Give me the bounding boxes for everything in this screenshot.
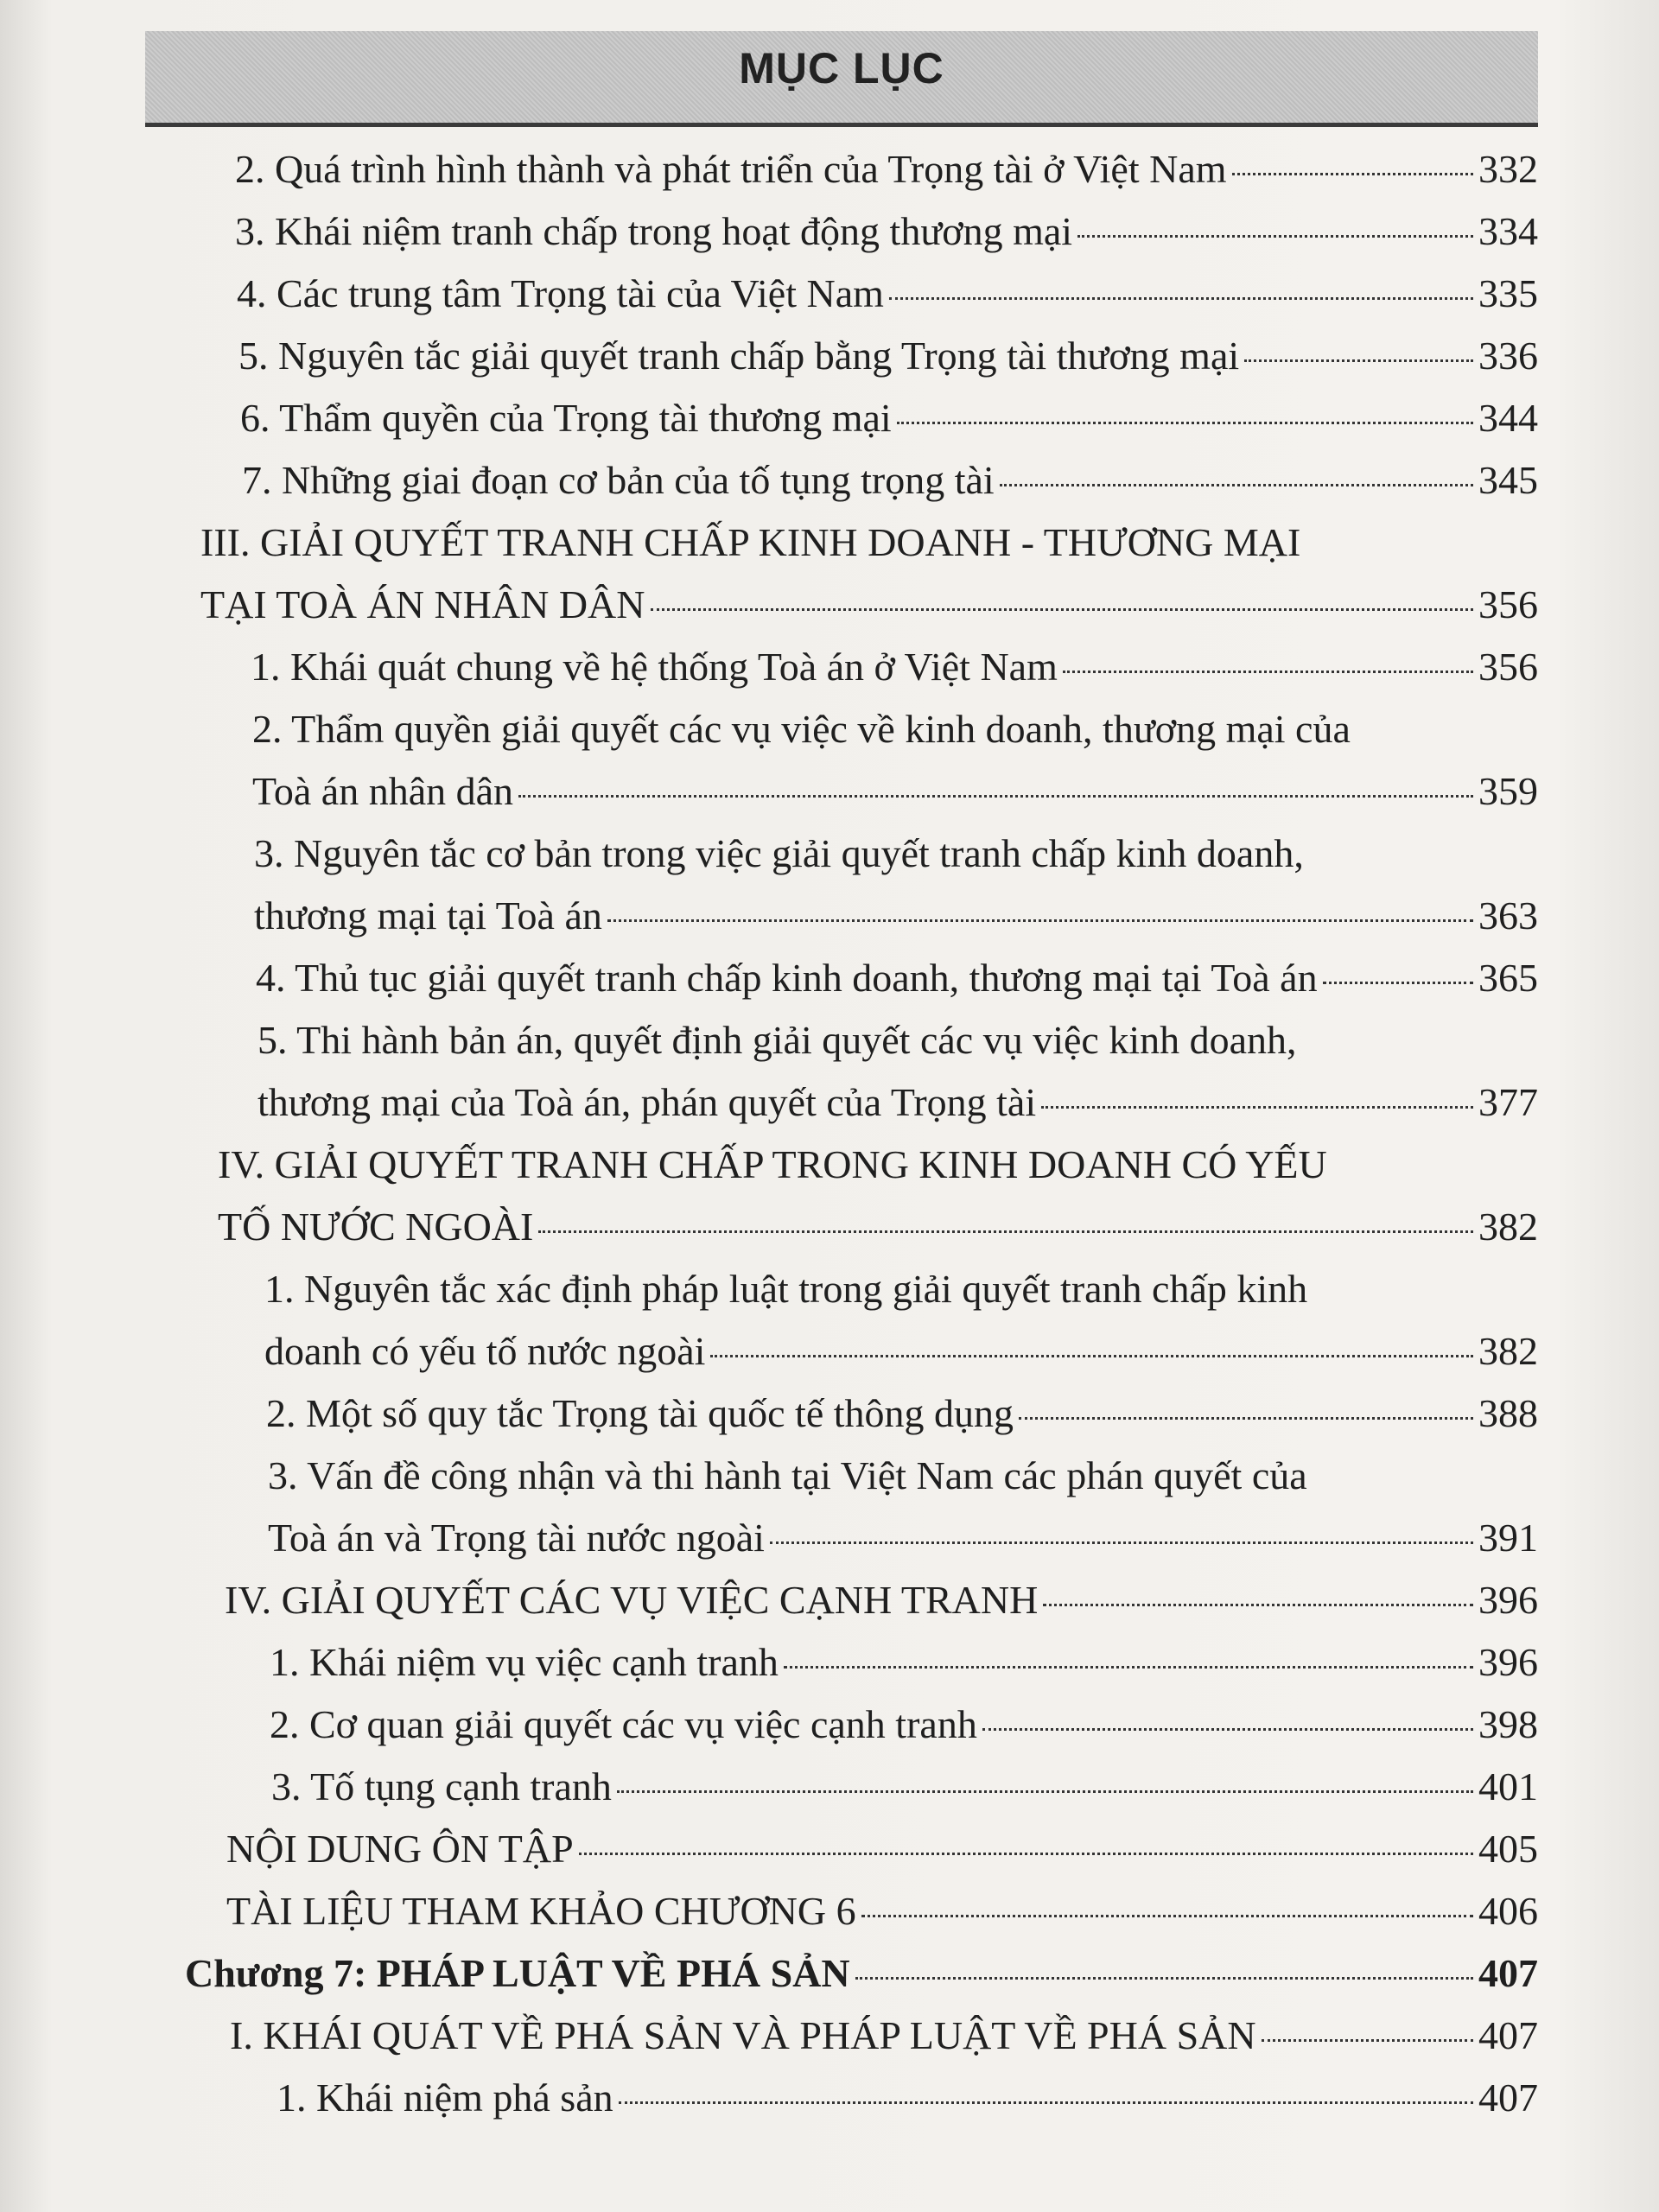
dot-leader <box>1232 173 1473 175</box>
toc-entry <box>0 200 1659 263</box>
dot-leader <box>617 1790 1473 1793</box>
table-of-contents <box>0 138 1659 2129</box>
toc-entry-title: TẠI TOÀ ÁN NHÂN DÂN <box>200 582 645 626</box>
toc-entry <box>0 1134 1659 1258</box>
toc-entry <box>0 947 1659 1009</box>
toc-page-number: 382 <box>1478 1205 1538 1249</box>
toc-entry-title-line: 5. Thi hành bản án, quyết định giải quyết các vụ việc kinh doanh, <box>257 1018 1297 1062</box>
dot-leader <box>619 2101 1473 2104</box>
toc-entry-title-line: 1. Nguyên tắc xác định pháp luật trong giải quyết tranh chấp kinh <box>264 1267 1308 1311</box>
toc-entry <box>0 325 1659 387</box>
toc-entry <box>0 1942 1659 2005</box>
toc-entry-title-line: 3. Vấn đề công nhận và thi hành tại Việt Nam các phán quyết của <box>268 1453 1307 1497</box>
toc-entry <box>0 823 1659 947</box>
dot-leader <box>651 608 1474 611</box>
toc-page-number: 359 <box>1478 769 1538 813</box>
dot-leader <box>1077 235 1473 238</box>
toc-page-number: 345 <box>1478 458 1538 502</box>
toc-entry-title: IV. GIẢI QUYẾT CÁC VỤ VIỆC CẠNH TRANH <box>225 1578 1039 1622</box>
dot-leader <box>518 795 1473 798</box>
toc-entry <box>0 2005 1659 2067</box>
toc-entry-title: Toà án nhân dân <box>252 769 514 813</box>
dot-leader <box>607 919 1473 922</box>
header-band <box>145 31 1538 127</box>
dot-leader <box>579 1853 1473 1855</box>
toc-entry <box>0 2067 1659 2129</box>
toc-entry <box>0 1756 1659 1818</box>
dot-leader <box>784 1666 1473 1669</box>
toc-entry <box>0 1258 1659 1382</box>
toc-entry-title: 2. Cơ quan giải quyết các vụ việc cạnh tranh <box>270 1702 977 1746</box>
toc-entry-title: 2. Quá trình hình thành và phát triển của Trọng tài ở Việt Nam <box>235 147 1227 191</box>
dot-leader <box>855 1977 1473 1980</box>
toc-entry <box>0 1631 1659 1694</box>
toc-entry <box>0 1445 1659 1569</box>
toc-page-number: 335 <box>1478 271 1538 315</box>
toc-page-number: 396 <box>1478 1578 1538 1622</box>
toc-entry-title: Toà án và Trọng tài nước ngoài <box>268 1516 765 1560</box>
toc-entry <box>0 138 1659 200</box>
toc-page-number: 336 <box>1478 334 1538 378</box>
toc-entry-title: 1. Khái quát chung về hệ thống Toà án ở Việt Nam <box>251 645 1058 689</box>
toc-page-number: 363 <box>1478 893 1538 938</box>
dot-leader <box>982 1728 1473 1731</box>
toc-entry <box>0 1880 1659 1942</box>
toc-entry-title: 3. Tố tụng cạnh tranh <box>271 1764 612 1808</box>
dot-leader <box>897 422 1473 424</box>
toc-page-number: 407 <box>1478 2075 1538 2120</box>
toc-entry-title: 5. Nguyên tắc giải quyết tranh chấp bằng Trọng tài thương mại <box>238 334 1240 378</box>
toc-entry-title: 6. Thẩm quyền của Trọng tài thương mại <box>240 396 892 440</box>
toc-entry-title: TÀI LIỆU THAM KHẢO CHƯƠNG 6 <box>226 1889 856 1933</box>
dot-leader <box>1063 671 1473 673</box>
toc-entry-title-line: III. GIẢI QUYẾT TRANH CHẤP KINH DOANH - THƯƠNG MẠI <box>200 520 1301 564</box>
toc-entry-title: I. KHÁI QUÁT VỀ PHÁ SẢN VÀ PHÁP LUẬT VỀ PHÁ SẢN <box>230 2013 1256 2057</box>
toc-entry-title-line: 2. Thẩm quyền giải quyết các vụ việc về kinh doanh, thương mại của <box>252 707 1351 751</box>
toc-entry <box>0 636 1659 698</box>
toc-page-number: 407 <box>1478 2013 1538 2057</box>
dot-leader <box>1323 982 1473 984</box>
toc-entry-title: Chương 7: PHÁP LUẬT VỀ PHÁ SẢN <box>185 1951 850 1995</box>
toc-page-number: 407 <box>1478 1951 1538 1995</box>
toc-entry <box>0 698 1659 823</box>
toc-entry-title: thương mại tại Toà án <box>254 893 602 938</box>
toc-entry-title: NỘI DUNG ÔN TẬP <box>226 1827 574 1871</box>
toc-entry <box>0 1694 1659 1756</box>
toc-entry <box>0 1382 1659 1445</box>
toc-page-number: 332 <box>1478 147 1538 191</box>
toc-entry <box>0 1009 1659 1134</box>
toc-page-number: 382 <box>1478 1329 1538 1373</box>
toc-page-number: 334 <box>1478 209 1538 253</box>
toc-entry <box>0 1818 1659 1880</box>
toc-entry-title: 1. Khái niệm vụ việc cạnh tranh <box>270 1640 779 1684</box>
dot-leader <box>770 1541 1473 1544</box>
toc-entry-title: TỐ NƯỚC NGOÀI <box>218 1205 534 1249</box>
dot-leader <box>1041 1106 1473 1109</box>
dot-leader <box>1043 1604 1473 1606</box>
toc-entry <box>0 512 1659 636</box>
dot-leader <box>538 1230 1473 1233</box>
toc-entry-title: 4. Thủ tục giải quyết tranh chấp kinh doanh, thương mại tại Toà án <box>256 956 1318 1000</box>
toc-entry-title: 4. Các trung tâm Trọng tài của Việt Nam <box>237 271 884 315</box>
toc-page-number: 401 <box>1478 1764 1538 1808</box>
dot-leader <box>889 297 1473 300</box>
toc-page-number: 377 <box>1478 1080 1538 1124</box>
toc-page-number: 356 <box>1478 582 1538 626</box>
toc-page-number: 344 <box>1478 396 1538 440</box>
toc-page-number: 396 <box>1478 1640 1538 1684</box>
toc-entry <box>0 1569 1659 1631</box>
dot-leader <box>1019 1417 1473 1420</box>
toc-entry-title: 1. Khái niệm phá sản <box>276 2075 613 2120</box>
toc-entry-title: thương mại của Toà án, phán quyết của Trọng tài <box>257 1080 1037 1124</box>
toc-entry-title: 2. Một số quy tắc Trọng tài quốc tế thông dụng <box>266 1391 1014 1435</box>
toc-page-number: 398 <box>1478 1702 1538 1746</box>
dot-leader <box>1262 2039 1473 2042</box>
toc-entry-title: doanh có yếu tố nước ngoài <box>264 1329 706 1373</box>
dot-leader <box>1244 359 1473 362</box>
toc-entry-title-line: 3. Nguyên tắc cơ bản trong việc giải quyết tranh chấp kinh doanh, <box>254 831 1304 875</box>
toc-entry <box>0 263 1659 325</box>
toc-entry <box>0 387 1659 449</box>
toc-page-number: 388 <box>1478 1391 1538 1435</box>
dot-leader <box>1000 484 1473 486</box>
page-title: MỤC LỤC <box>739 44 944 92</box>
toc-page-number: 405 <box>1478 1827 1538 1871</box>
toc-page-number: 391 <box>1478 1516 1538 1560</box>
toc-entry-title: 3. Khái niệm tranh chấp trong hoạt động thương mại <box>235 209 1073 253</box>
toc-page-number: 356 <box>1478 645 1538 689</box>
dot-leader <box>861 1915 1473 1917</box>
toc-entry-title-line: IV. GIẢI QUYẾT TRANH CHẤP TRONG KINH DOANH CÓ YẾU <box>218 1142 1327 1186</box>
toc-page-number: 365 <box>1478 956 1538 1000</box>
toc-entry <box>0 449 1659 512</box>
dot-leader <box>710 1355 1473 1357</box>
toc-entry-title: 7. Những giai đoạn cơ bản của tố tụng trọng tài <box>242 458 995 502</box>
toc-page-number: 406 <box>1478 1889 1538 1933</box>
